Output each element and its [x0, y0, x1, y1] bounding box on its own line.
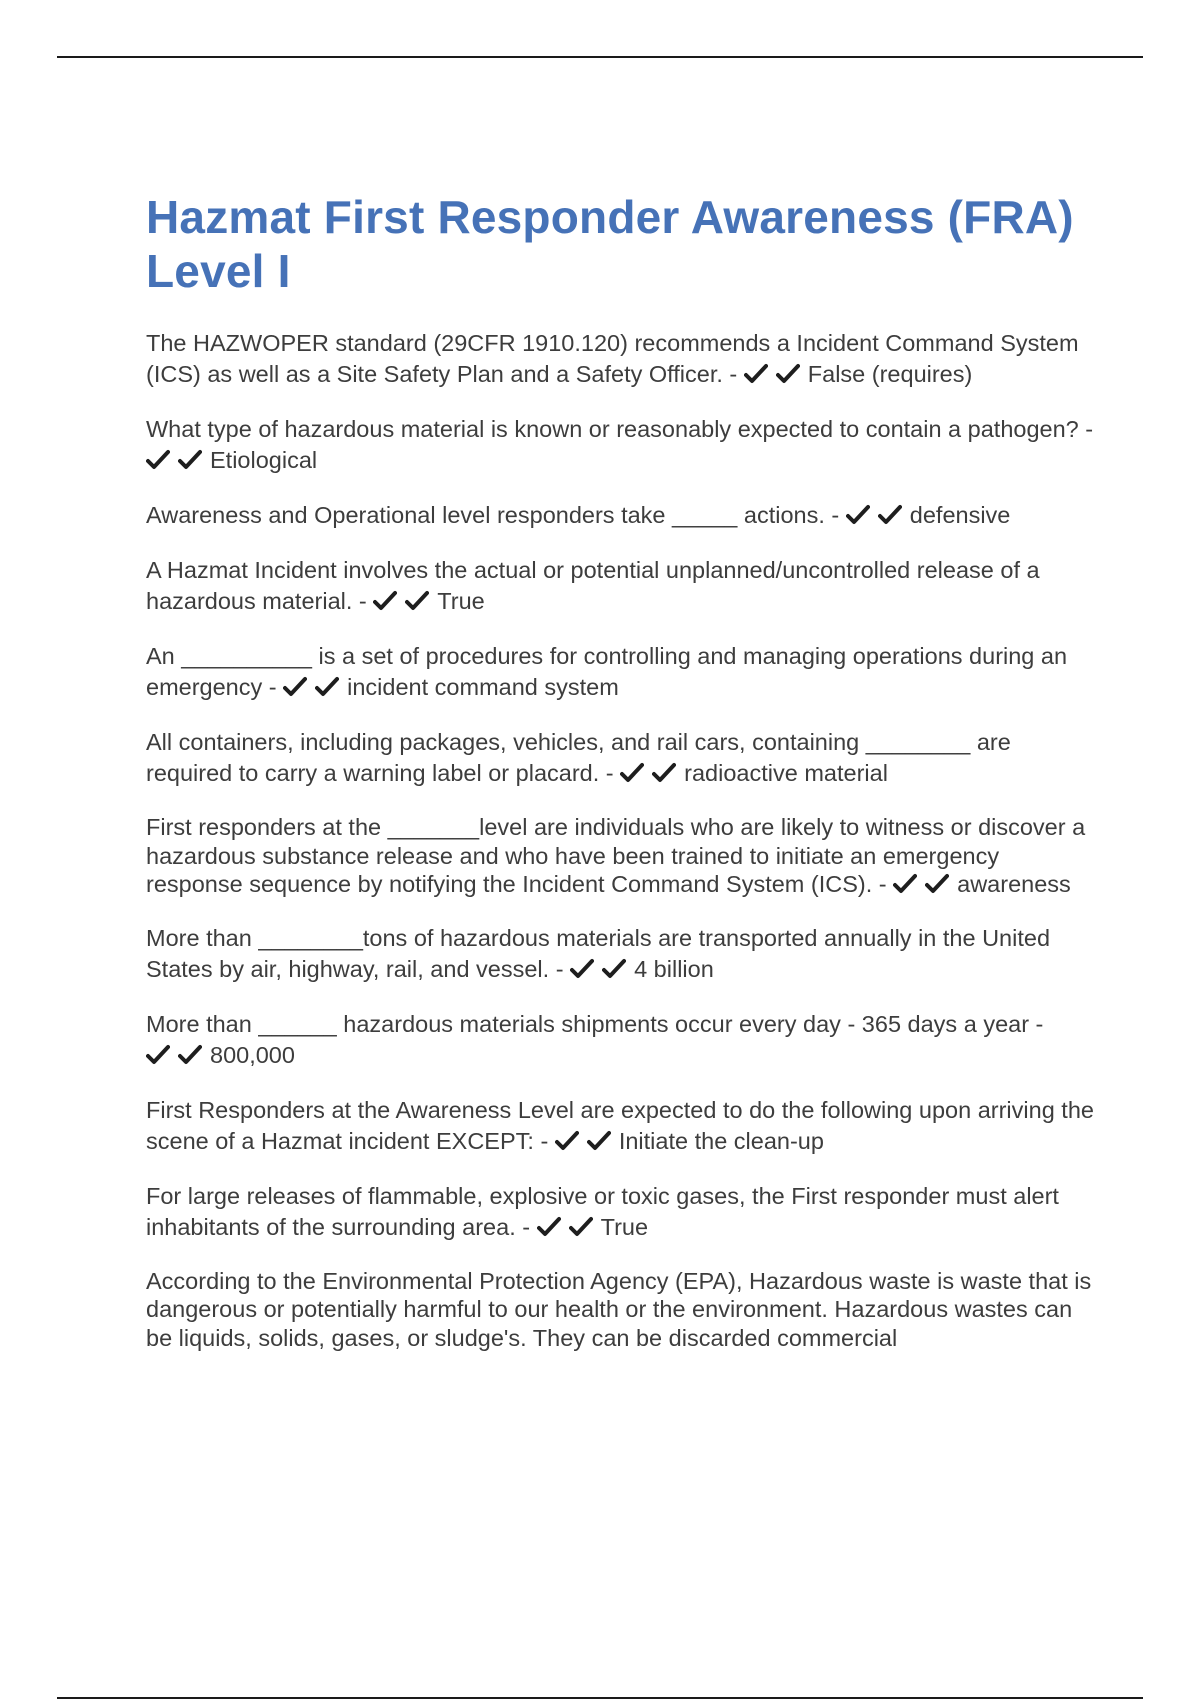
qa-answer-group	[283, 674, 619, 700]
checkmark-icon	[776, 363, 800, 385]
qa-item	[146, 555, 1096, 617]
qa-question: More than ________tons of hazardous materials are transported annually in the United States by air, highway, rail, and vessel. -	[146, 924, 1051, 982]
checkmark-icon	[846, 504, 870, 526]
qa-question: For large releases of flammable, explosive or toxic gases, the First responder must alert inhabitants of the surrounding area. -	[146, 1182, 1059, 1240]
qa-answer-group	[846, 502, 1011, 528]
qa-list	[146, 328, 1096, 1352]
qa-answer: Etiological	[210, 447, 318, 473]
qa-item	[146, 1009, 1096, 1071]
document-body	[146, 190, 1096, 1376]
qa-item	[146, 641, 1096, 703]
checkmark-icon	[620, 762, 644, 784]
qa-answer-group	[146, 447, 317, 473]
qa-answer-group	[744, 361, 973, 387]
qa-answer: awareness	[957, 871, 1071, 897]
qa-answer: 800,000	[210, 1041, 295, 1068]
qa-question: All containers, including packages, vehicles, and rail cars, containing ________ are required to carry a warning label or placard. -	[146, 729, 1011, 786]
qa-answer-group	[620, 760, 888, 786]
checkmark-icon	[405, 590, 429, 612]
checkmark-icon	[587, 1130, 611, 1152]
qa-answer: incident command system	[347, 674, 619, 700]
qa-item	[146, 1095, 1096, 1157]
qa-answer: defensive	[909, 502, 1011, 528]
bottom-rule	[57, 1697, 1143, 1699]
qa-question: An __________ is a set of procedures for controlling and managing operations during an emergency -	[146, 643, 1068, 700]
qa-answer-group	[570, 956, 714, 982]
qa-item	[146, 328, 1096, 390]
qa-answer: Initiate the clean-up	[618, 1127, 824, 1154]
checkmark-icon	[283, 676, 307, 698]
checkmark-icon	[925, 873, 949, 895]
qa-answer-group	[537, 1214, 648, 1240]
checkmark-icon	[652, 762, 676, 784]
top-rule	[57, 56, 1143, 58]
qa-answer: True	[437, 588, 485, 614]
qa-answer-group	[373, 588, 484, 614]
document-title: Hazmat First Responder Awareness (FRA) Level I	[146, 191, 1074, 297]
qa-answer-group	[146, 1042, 295, 1068]
qa-question: The HAZWOPER standard (29CFR 1910.120) recommends a Incident Command System (ICS) as well as a Site Safety Plan and a Safety Officer. -	[146, 330, 1079, 387]
qa-question: A Hazmat Incident involves the actual or potential unplanned/uncontrolled release of a hazardous material. -	[146, 557, 1040, 614]
qa-answer-group	[555, 1128, 824, 1154]
checkmark-icon	[570, 958, 594, 980]
qa-item	[146, 414, 1096, 476]
qa-item	[146, 727, 1096, 789]
checkmark-icon	[178, 1044, 202, 1066]
qa-item	[146, 923, 1096, 985]
qa-item	[146, 813, 1096, 899]
qa-question: First responders at the _______level are individuals who are likely to witness or discover a hazardous substance release and who have been trained to initiate an emergency response sequence by notifying the Incident Command System (ICS). -	[146, 814, 1086, 897]
checkmark-icon	[146, 449, 170, 471]
qa-question: What type of hazardous material is known or reasonably expected to contain a pathogen? -	[146, 416, 1094, 442]
checkmark-icon	[569, 1216, 593, 1238]
checkmark-icon	[744, 363, 768, 385]
qa-item	[146, 500, 1096, 531]
qa-answer: 4 billion	[634, 955, 714, 982]
checkmark-icon	[178, 449, 202, 471]
checkmark-icon	[315, 676, 339, 698]
checkmark-icon	[537, 1216, 561, 1238]
checkmark-icon	[555, 1130, 579, 1152]
qa-answer: True	[600, 1213, 649, 1240]
qa-item	[146, 1181, 1096, 1243]
checkmark-icon	[146, 1044, 170, 1066]
qa-question: More than ______ hazardous materials shipments occur every day - 365 days a year -	[146, 1010, 1044, 1037]
checkmark-icon	[373, 590, 397, 612]
qa-question: First Responders at the Awareness Level are expected to do the following upon arriving the scene of a Hazmat incident EXCEPT: -	[146, 1096, 1094, 1154]
checkmark-icon	[602, 958, 626, 980]
qa-answer-group	[893, 871, 1071, 897]
trailing-paragraph: According to the Environmental Protection Agency (EPA), Hazardous waste is waste that is dangerous or potentially harmful to our health or the environment. Hazardous wastes can be liquids, solids, gases, or sludge's. They can be discarded commercial	[146, 1267, 1092, 1351]
qa-question: Awareness and Operational level responders take _____ actions. -	[146, 502, 846, 528]
qa-answer: radioactive material	[684, 760, 888, 786]
checkmark-icon	[878, 504, 902, 526]
qa-answer: False (requires)	[807, 361, 973, 387]
checkmark-icon	[893, 873, 917, 895]
